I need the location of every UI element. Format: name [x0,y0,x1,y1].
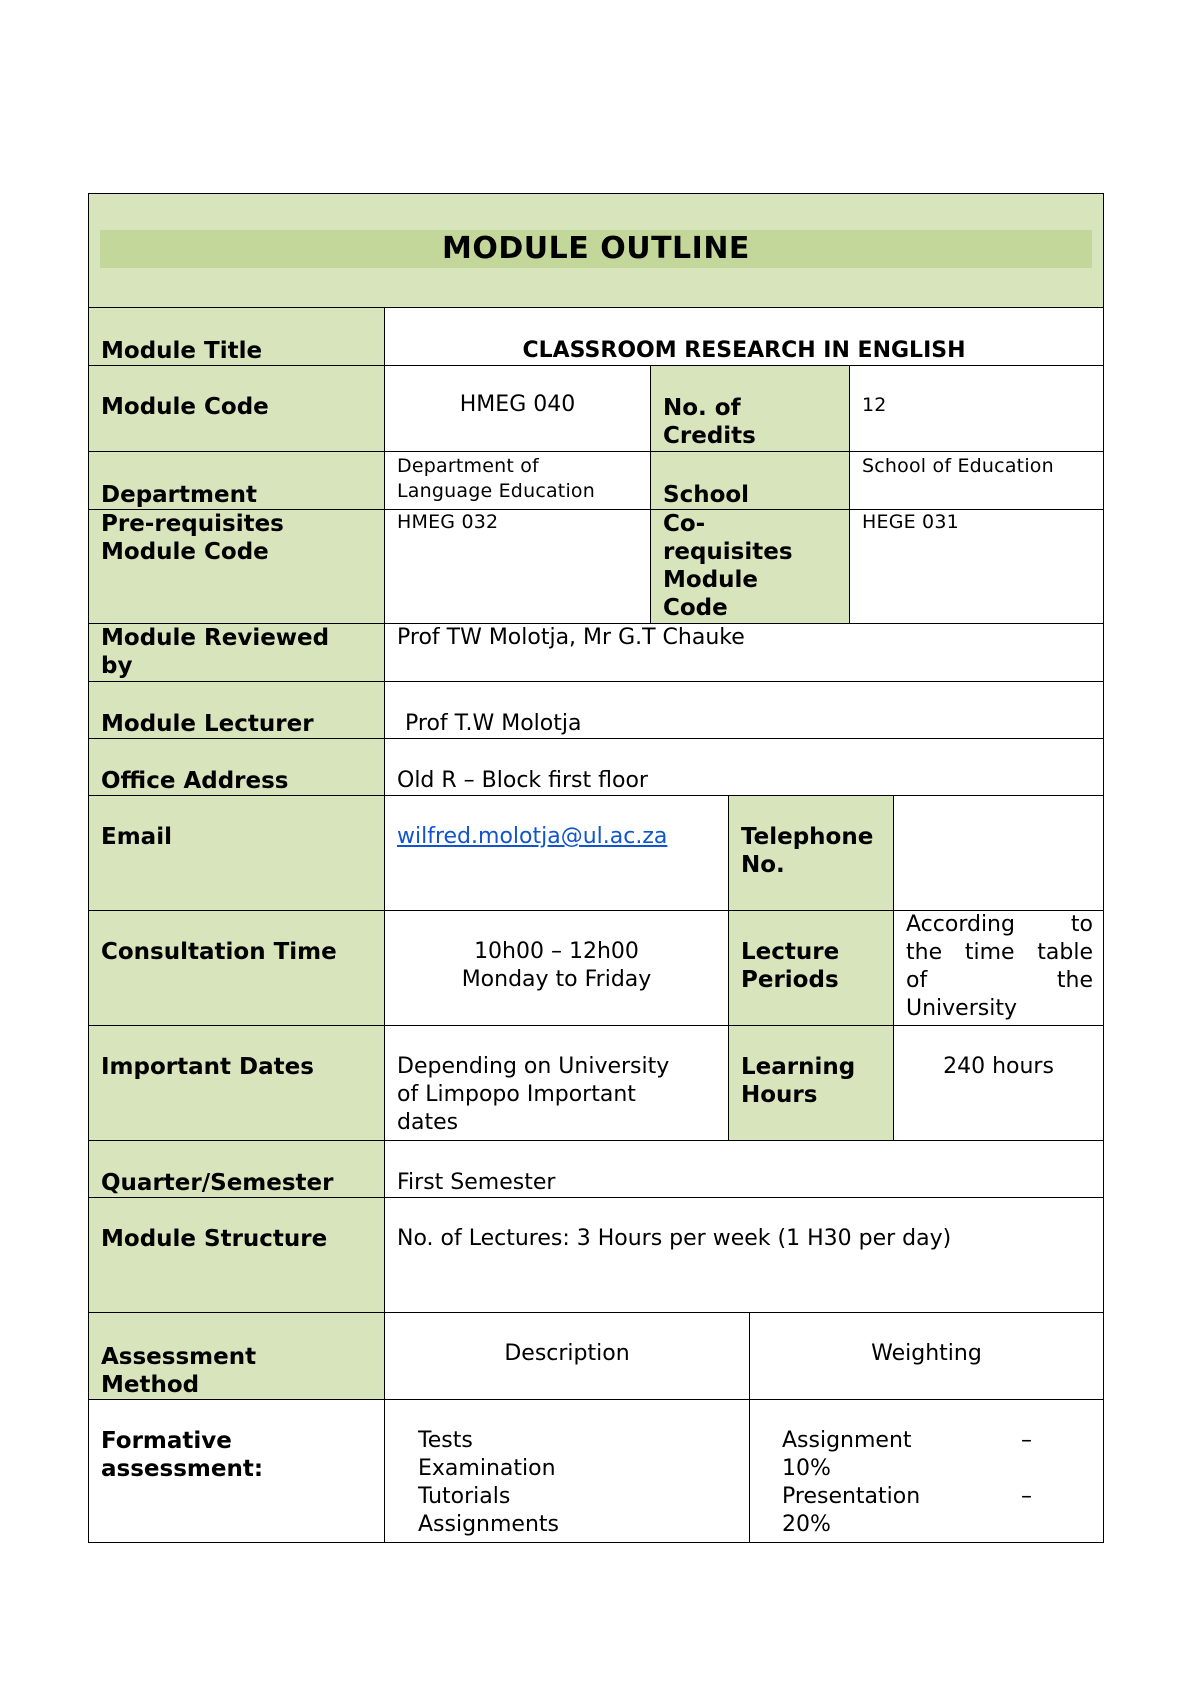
module-code-value: HMEG 040 [459,392,576,417]
lecturer-label: Module Lecturer [101,711,314,737]
reviewed-by-value: Prof TW Molotja, Mr G.T Chauke [397,625,745,650]
weighting-dash: – [1021,1428,1032,1453]
prerequisites-label-line1: Pre-requisites [101,511,284,537]
lecture-periods-value [906,911,1093,1023]
structure-value-cell [384,1197,1104,1313]
corequisites-value: HEGE 031 [862,511,959,533]
consultation-value-line2: Monday to Friday [461,967,652,992]
lecture-periods-label-line1: Lecture [741,939,840,965]
credits-label-cell [650,365,850,452]
lecturer-value: Prof T.W Molotja [405,711,582,736]
consultation-value-cell [384,910,729,1026]
formative-description-cell [384,1399,750,1543]
reviewed-by-label-cell [88,623,385,682]
weighting-list [782,1427,1032,1539]
semester-label-cell [88,1140,385,1198]
important-dates-value [397,1053,669,1137]
corequisites-label-line4: Code [663,595,728,621]
learning-hours-label-cell [728,1025,894,1141]
formative-items-list [418,1427,559,1539]
learning-hours-label [741,1053,855,1109]
formative-label-line1: Formative [101,1428,232,1454]
reviewed-by-label [101,624,329,680]
office-value-cell [384,738,1104,796]
important-dates-value-line1: Depending on University [397,1054,670,1079]
structure-label-cell [88,1197,385,1313]
module-code-label: Module Code [101,394,269,420]
lecture-periods-label [741,938,839,994]
list-item: Examination [418,1456,556,1481]
module-code-label-cell [88,365,385,452]
email-label: Email [101,824,172,850]
prerequisites-label-line2: Module Code [101,539,269,565]
module-title-label-cell [88,307,385,366]
weighting-name: Presentation [782,1484,921,1509]
description-header: Description [504,1341,630,1366]
weighting-name: Assignment [782,1428,912,1453]
semester-value: First Semester [397,1170,556,1195]
assessment-label-cell [88,1312,385,1400]
prerequisites-label-cell [88,509,385,624]
department-label-cell [88,451,385,510]
important-dates-label-cell [88,1025,385,1141]
department-value-cell [384,451,651,510]
corequisites-label-cell [650,509,850,624]
learning-hours-value-cell [893,1025,1104,1141]
lecturer-value-cell [384,681,1104,739]
office-label: Office Address [101,768,289,794]
lecture-periods-value-line4: University [906,996,1017,1021]
important-dates-label: Important Dates [101,1054,314,1080]
prerequisites-value: HMEG 032 [397,511,499,533]
list-item: Assignments [418,1512,559,1537]
credits-label-line2: Credits [663,423,756,449]
credits-label [663,394,756,450]
module-title-value: CLASSROOM RESEARCH IN ENGLISH [522,338,966,363]
telephone-label-line2: No. [741,852,785,878]
lecture-periods-value-line3: of the [906,968,1093,993]
structure-label: Module Structure [101,1226,328,1252]
corequisites-label-line3: Module [663,567,759,593]
weighting-header-cell [749,1312,1104,1400]
assessment-label-line1: Assessment [101,1344,257,1370]
page-title: MODULE OUTLINE [442,231,750,266]
department-value-line1: Department of [397,455,539,477]
prerequisites-value-cell [384,509,651,624]
telephone-label-cell [728,795,894,911]
school-value: School of Education [862,455,1054,477]
learning-hours-label-line1: Learning [741,1054,856,1080]
consultation-label-cell [88,910,385,1026]
weighting-value: 10% [782,1456,831,1481]
telephone-value-cell [893,795,1104,911]
important-dates-value-line3: dates [397,1110,459,1135]
formative-label [101,1427,263,1483]
assessment-label [101,1343,256,1399]
formative-label-line2: assessment: [101,1456,264,1482]
structure-value: No. of Lectures: 3 Hours per week (1 H30 per day) [397,1226,952,1251]
assessment-label-line2: Method [101,1372,200,1398]
weighting-dash: – [1021,1484,1032,1509]
list-item: Tutorials [418,1484,511,1509]
reviewed-by-label-line2: by [101,653,133,679]
semester-value-cell [384,1140,1104,1198]
prerequisites-label [101,510,284,566]
formative-weighting-cell [749,1399,1104,1543]
lecture-periods-value-cell [893,910,1104,1026]
corequisites-label-line2: requisites [663,539,793,565]
weighting-item-assignment [782,1427,1032,1455]
telephone-label-line1: Telephone [741,824,874,850]
formative-label-cell [88,1399,385,1543]
module-code-value-cell [384,365,651,452]
email-link[interactable]: wilfred.molotja@ul.ac.za [397,824,668,849]
credits-label-line1: No. of [663,395,741,421]
lecture-periods-value-line1: According to [906,912,1093,937]
credits-value-cell [849,365,1104,452]
lecture-periods-value-line2: the time table [906,940,1093,965]
credits-value: 12 [862,394,887,416]
consultation-value-line1: 10h00 – 12h00 [474,939,639,964]
header-row [88,193,1104,308]
consultation-value [385,938,728,994]
list-item: Tests [418,1428,473,1453]
office-value: Old R – Block first floor [397,768,648,793]
email-value-cell [384,795,729,911]
lecture-periods-label-line2: Periods [741,967,839,993]
office-label-cell [88,738,385,796]
corequisites-value-cell [849,509,1104,624]
learning-hours-label-line2: Hours [741,1082,818,1108]
weighting-item-presentation [782,1483,1032,1511]
important-dates-value-line2: of Limpopo Important [397,1082,636,1107]
semester-label: Quarter/Semester [101,1170,334,1196]
reviewed-by-label-line1: Module Reviewed [101,625,330,651]
school-label-cell [650,451,850,510]
consultation-label: Consultation Time [101,939,337,965]
corequisites-label [663,510,793,622]
email-label-cell [88,795,385,911]
weighting-header: Weighting [871,1341,982,1366]
weighting-value: 20% [782,1512,831,1537]
description-header-cell [384,1312,750,1400]
school-label: School [663,482,750,508]
lecturer-label-cell [88,681,385,739]
telephone-label [741,823,873,879]
module-title-value-cell [384,307,1104,366]
corequisites-label-line1: Co- [663,511,706,537]
school-value-cell [849,451,1104,510]
learning-hours-value: 240 hours [943,1054,1054,1079]
department-label: Department [101,482,257,508]
module-title-label: Module Title [101,338,263,364]
lecture-periods-label-cell [728,910,894,1026]
important-dates-value-cell [384,1025,729,1141]
reviewed-by-value-cell [384,623,1104,682]
department-value-line2: Language Education [397,480,595,502]
department-value [397,454,595,504]
